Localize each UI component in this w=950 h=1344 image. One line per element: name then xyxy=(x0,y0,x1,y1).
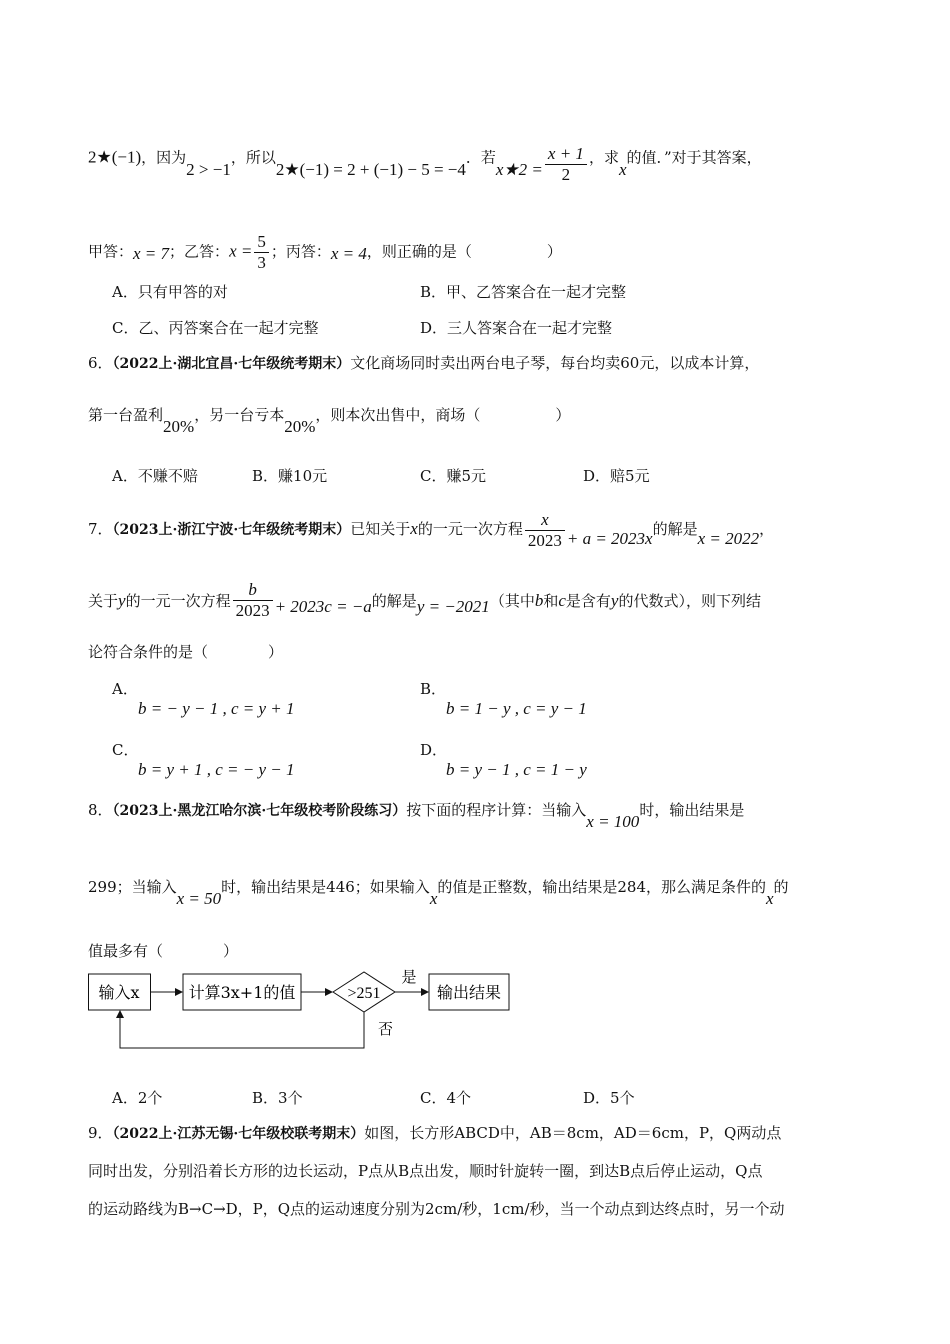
q6-option-b[interactable]: B．赚10元 xyxy=(252,467,328,485)
q5-fraction-2: $\frac{5}{3}$ xyxy=(254,232,269,273)
q9-line-1: 9．（2022上·江苏无锡·七年级校联考期末）如图，长方形ABCD中，AB＝8cm，AD＝6cm，P，Q两动点 xyxy=(88,1124,782,1142)
q8-option-d[interactable]: D．5个 xyxy=(583,1089,635,1107)
q6-line-2: 第一台盈利20%，另一台亏本20%，则本次出售中，商场（ ） xyxy=(88,406,571,436)
q8-line-1: 8．（2023上·黑龙江哈尔滨·七年级校考阶段练习）按下面的程序计算：当输入x = 100时，输出结果是 xyxy=(88,801,745,831)
q6-source: （2022上·湖北宜昌·七年级统考期末） xyxy=(112,356,351,372)
q7-line-2: 关于y的一元一次方程 $\frac{b}{2023}$ + 2023c = −a的解是y = −2021（其中b和c是含有y的代数式），则下列结 xyxy=(88,580,761,620)
q9-line-3: 的运动路线为B→C→D，P，Q点的运动速度分别为2cm/秒，1cm/秒，当一个动点到达终点时，另一个动 xyxy=(88,1200,785,1218)
q9-source: （2022上·江苏无锡·七年级校联考期末） xyxy=(112,1126,365,1142)
q7-fraction-1: $\frac{x}{2023}$ xyxy=(525,510,565,551)
q5-line-2: 甲答：x = 7；乙答：x = $\frac{5}{3}$ ；丙答：x = 4，则正确的是（ ） xyxy=(88,232,562,272)
q5-option-c[interactable]: C．乙、丙答案合在一起才完整 xyxy=(112,319,319,337)
flow-decision-label: >251 xyxy=(347,985,381,1002)
q8-number: 8． xyxy=(88,801,113,819)
q8-option-b[interactable]: B．3个 xyxy=(252,1089,303,1107)
q6-option-c[interactable]: C．赚5元 xyxy=(420,467,487,485)
q7-option-a[interactable]: A． b = − y − 1 , c = y + 1 xyxy=(112,680,295,718)
q8-flowchart xyxy=(88,968,528,1056)
q7-option-d[interactable]: D． b = y − 1 , c = 1 − y xyxy=(420,741,587,779)
q7-fraction-2: $\frac{b}{2023}$ xyxy=(233,580,273,621)
flow-box-output-label: 输出结果 xyxy=(436,983,502,1002)
q5-option-d[interactable]: D．三人答案合在一起才完整 xyxy=(420,319,613,337)
q8-source: （2023上·黑龙江哈尔滨·七年级校考阶段练习） xyxy=(112,803,407,819)
flow-box-compute-label: 计算3x+1的值 xyxy=(188,983,296,1002)
q7-option-c[interactable]: C． b = y + 1 , c = − y − 1 xyxy=(112,741,295,779)
q6-number: 6． xyxy=(88,354,113,372)
flow-loop-no xyxy=(120,1011,364,1048)
q6-option-a[interactable]: A．不赚不赔 xyxy=(112,467,198,485)
q9-number: 9． xyxy=(88,1124,113,1142)
q6-option-d[interactable]: D．赔5元 xyxy=(583,467,650,485)
q5-ineq: 2 > −1 xyxy=(186,159,231,179)
q8-line-3: 值最多有（ ） xyxy=(88,942,239,960)
flow-yes-label: 是 xyxy=(401,968,417,986)
q5-calc: 2★(−1) = 2 + (−1) − 5 = −4 xyxy=(275,159,466,179)
q9-line-2: 同时出发，分别沿着长方形的边长运动，P点从B点出发，顺时针旋转一圈，到达B点后停止运动，Q点 xyxy=(88,1162,763,1180)
q5-expr-star: 2★(−1) xyxy=(88,147,142,167)
q8-option-c[interactable]: C．4个 xyxy=(420,1089,472,1107)
q5-fraction: $\frac{x + 1}{2}$ xyxy=(545,144,587,185)
q7-number: 7． xyxy=(88,520,113,538)
q8-option-a[interactable]: A．2个 xyxy=(112,1089,163,1107)
q7-line-1: 7．（2023上·浙江宁波·七年级统考期末）已知关于x的一元一次方程 $\frac{x}{2023}$ + a = 2023x的解是x = 2022， xyxy=(88,510,775,550)
q8-line-2: 299；当输入x = 50时，输出结果是446；如果输入x的值是正整数，输出结果是284，那么满足条件的x的 xyxy=(88,878,789,908)
q7-option-b[interactable]: B． b = 1 − y , c = y − 1 xyxy=(420,680,587,718)
q5-equation: x★2 = xyxy=(495,159,543,179)
flowchart-svg xyxy=(88,968,528,1056)
q7-line-3: 论符合条件的是（ ） xyxy=(88,643,284,661)
q5-line-1: 2★(−1)，因为2 > −1，所以2★(−1) = 2 + (−1) − 5 = −4．若x★2 = $\frac{x + 1}{2}$ ，求x的值．”对于其答案， xyxy=(88,144,762,184)
q5-option-b[interactable]: B．甲、乙答案合在一起才完整 xyxy=(420,283,627,301)
flow-no-label: 否 xyxy=(378,1020,394,1038)
flow-box-input-label: 输入x xyxy=(98,983,140,1002)
q7-source: （2023上·浙江宁波·七年级统考期末） xyxy=(112,522,351,538)
q6-line-1: 6．（2022上·湖北宜昌·七年级统考期末）文化商场同时卖出两台电子琴，每台均卖60元，以成本计算， xyxy=(88,354,760,372)
q5-option-a[interactable]: A．只有甲答的对 xyxy=(112,283,228,301)
